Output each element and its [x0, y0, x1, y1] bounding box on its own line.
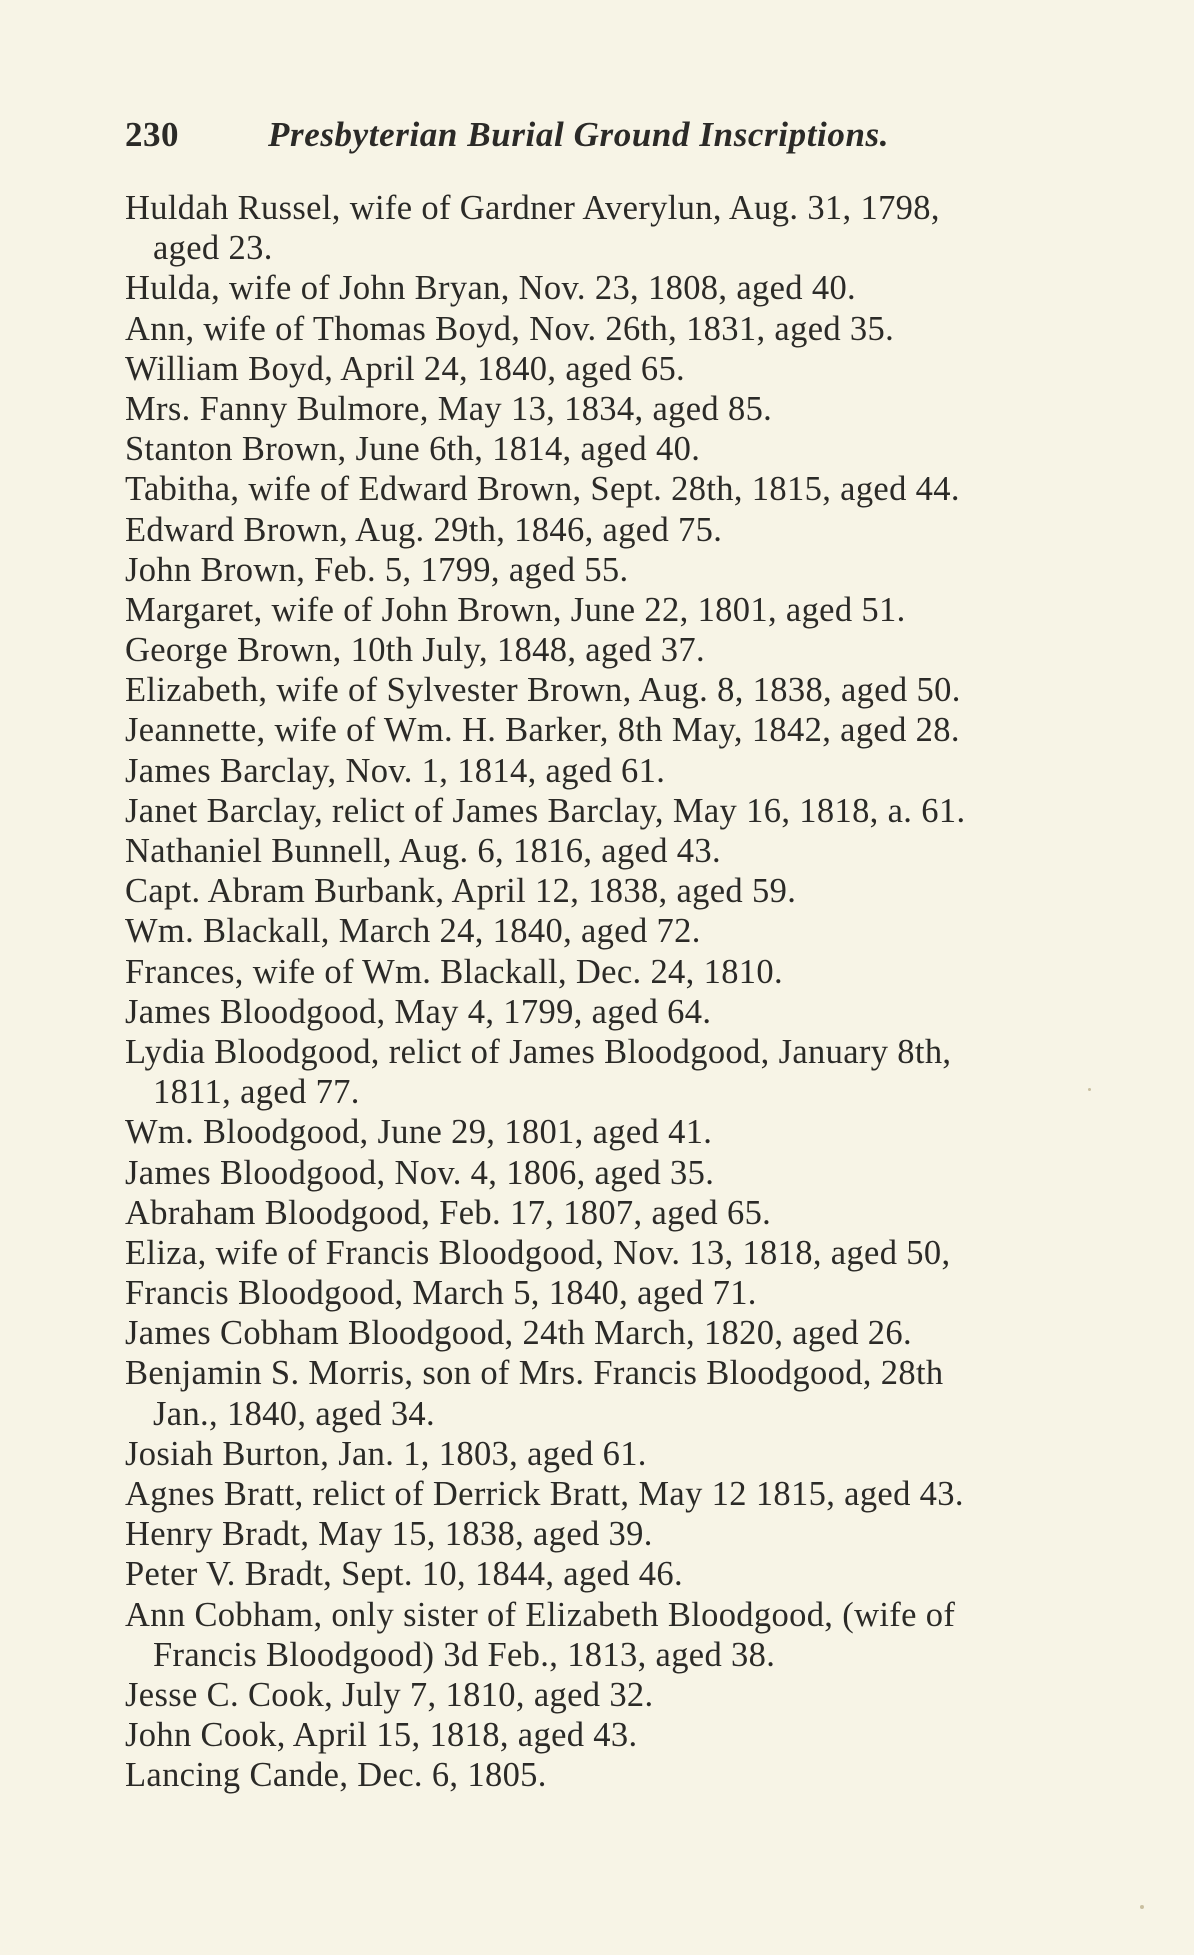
inscription-entry: John Brown, Feb. 5, 1799, aged 55. [125, 550, 629, 589]
inscription-entry: Benjamin S. Morris, son of Mrs. Francis Bloodgood, 28th [125, 1354, 944, 1393]
inscription-entry: Peter V. Bradt, Sept. 10, 1844, aged 46. [125, 1555, 683, 1594]
inscription-entry: James Bloodgood, Nov. 4, 1806, aged 35. [125, 1153, 715, 1192]
inscription-entry: Agnes Bratt, relict of Derrick Bratt, May 12 1815, aged 43. [125, 1475, 964, 1513]
inscription-entry: James Bloodgood, May 4, 1799, aged 64. [125, 992, 712, 1031]
paper-speck [1088, 1088, 1091, 1091]
inscription-entry: Hulda, wife of John Bryan, Nov. 23, 1808, aged 40. [125, 269, 857, 308]
inscription-entry: Margaret, wife of John Brown, June 22, 1801, aged 51. [125, 590, 906, 629]
page-number: 230 [125, 115, 179, 154]
page-title: Presbyterian Burial Ground Inscriptions. [268, 115, 890, 154]
inscription-entry: Stanton Brown, June 6th, 1814, aged 40. [125, 430, 701, 469]
inscription-entry: James Barclay, Nov. 1, 1814, aged 61. [125, 751, 666, 790]
inscription-entry: John Cook, April 15, 1818, aged 43. [125, 1716, 638, 1755]
inscription-entry-continuation: 1811, aged 77. [153, 1073, 360, 1112]
inscription-entry: Jeannette, wife of Wm. H. Barker, 8th May, 1842, aged 28. [125, 711, 960, 750]
inscription-entry: Elizabeth, wife of Sylvester Brown, Aug. 8, 1838, aged 50. [125, 671, 961, 710]
inscription-entry: Tabitha, wife of Edward Brown, Sept. 28th, 1815, aged 44. [125, 470, 960, 509]
inscription-entry: William Boyd, April 24, 1840, aged 65. [125, 349, 686, 388]
inscription-entry: Edward Brown, Aug. 29th, 1846, aged 75. [125, 510, 723, 549]
inscription-entry: Ann Cobham, only sister of Elizabeth Bloodgood, (wife of [125, 1595, 956, 1634]
running-head [125, 114, 889, 156]
inscription-entry: Abraham Bloodgood, Feb. 17, 1807, aged 65. [125, 1193, 772, 1232]
inscription-entry: Lydia Bloodgood, relict of James Bloodgood, January 8th, [125, 1032, 952, 1071]
inscription-entry: Capt. Abram Burbank, April 12, 1838, aged 59. [125, 872, 797, 911]
inscription-entry-continuation: aged 23. [153, 229, 273, 268]
inscription-entry-continuation: Francis Bloodgood) 3d Feb., 1813, aged 38. [153, 1635, 776, 1674]
inscription-entry: Wm. Bloodgood, June 29, 1801, aged 41. [125, 1113, 713, 1152]
inscription-entry: Frances, wife of Wm. Blackall, Dec. 24, 1810. [125, 952, 783, 991]
inscription-list [125, 188, 1125, 1796]
inscription-entry: Henry Bradt, May 15, 1838, aged 39. [125, 1515, 653, 1554]
inscription-entry: Ann, wife of Thomas Boyd, Nov. 26th, 1831, aged 35. [125, 309, 895, 348]
inscription-entry: Francis Bloodgood, March 5, 1840, aged 71. [125, 1274, 757, 1313]
inscription-entry: Jesse C. Cook, July 7, 1810, aged 32. [125, 1675, 654, 1714]
inscription-entry: Nathaniel Bunnell, Aug. 6, 1816, aged 43. [125, 832, 721, 870]
inscription-entry: Mrs. Fanny Bulmore, May 13, 1834, aged 85. [125, 389, 773, 428]
inscription-entry-continuation: Jan., 1840, aged 34. [153, 1394, 435, 1433]
inscription-entry: George Brown, 10th July, 1848, aged 37. [125, 631, 705, 670]
inscription-entry: Lancing Cande, Dec. 6, 1805. [125, 1756, 547, 1795]
inscription-entry: Eliza, wife of Francis Bloodgood, Nov. 13, 1818, aged 50, [125, 1233, 951, 1272]
paper-speck [1140, 1905, 1144, 1909]
inscription-entry: Wm. Blackall, March 24, 1840, aged 72. [125, 912, 701, 951]
inscription-entry: Josiah Burton, Jan. 1, 1803, aged 61. [125, 1434, 647, 1473]
inscription-entry: Huldah Russel, wife of Gardner Averylun, Aug. 31, 1798, [125, 189, 940, 227]
inscription-entry: Janet Barclay, relict of James Barclay, May 16, 1818, a. 61. [125, 791, 966, 830]
inscription-entry: James Cobham Bloodgood, 24th March, 1820, aged 26. [125, 1314, 912, 1353]
